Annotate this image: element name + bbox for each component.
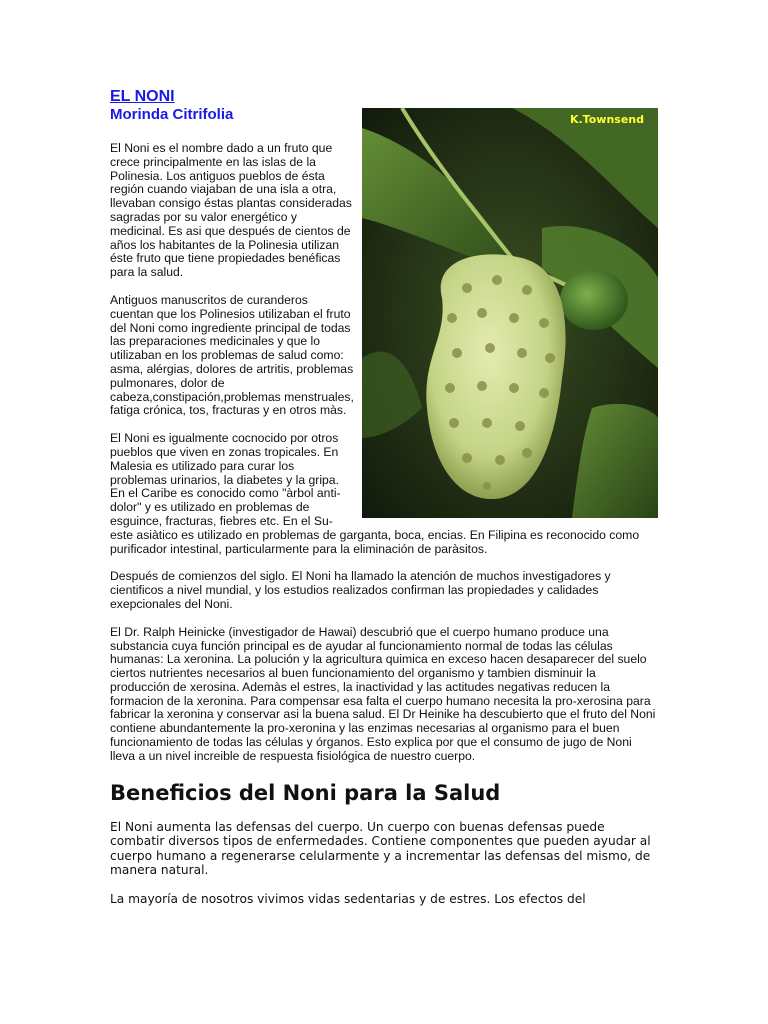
subtitle: Morinda Citrifolia [110,106,234,123]
photo-credit: K.Townsend [569,113,644,126]
paragraph-intro: El Noni es el nombre dado a un fruto que crece principalmente en las islas de la Polinesia. Los antiguos pueblos de ésta región cuando viajaban de una isla a otra, llevaban consigo éstas plantas consideradas sagradas por su valor energético y medicinal. Es asi que después de cientos de años los habitantes de la Polinesia utilizan éste fruto que tiene propiedades benéficas para la salud. [110,141,352,280]
document-page [110,88,658,920]
paragraph-tropical-uses: El Noni es igualmente cocnocido por otros pueblos que viven en zonas tropicales. En Malesia es utilizado para curar los problemas urinarios, la diabetes y la gripa. En el Caribe es conocido como "àrbol anti-dolor" y es utilizado en problemas de esguince, fracturas, fiebres etc. En el Su-este asiàtico es utilizado en problemas de garganta, boca, encias. En Filipina es reconocido como purificador intestinal, particularmente para la eliminación de paràsitos. [110,431,640,556]
paragraph-benefits-2: La mayoría de nosotros vivimos vidas sedentarias y de estres. Los efectos del [110,891,586,906]
paragraph-manuscripts: Antiguos manuscritos de curanderos cuentan que los Polinesios utilizaban el fruto del Noni como ingrediente principal de todas las preparaciones medicinales y que lo utilizaban en los problemas de salud como: asma, alérgias, dolores de artritis, problemas pulmonares, dolor de cabeza,constipación,problemas menstruales, fatiga crónica, tos, fracturas y en otros màs. [110,292,354,418]
title-link[interactable]: EL NONI [110,88,175,105]
section-heading: Beneficios del Noni para la Salud [110,780,501,805]
paragraph-benefits-1: El Noni aumenta las defensas del cuerpo. Un cuerpo con buenas defensas puede combatir diversos tipos de enfermedades. Contiene componentes que pueden ayudar al cuerpo humano a regenerarse celularmente y a incrementar las defensas del mismo, de manera natural. [110,819,651,878]
paragraph-research: Después de comienzos del siglo. El Noni ha llamado la atención de muchos investigadores y cientificos a nivel mundial, y los estudios realizados confirman las propiedades y calidades exepcionales del Noni. [110,569,611,611]
noni-fruit-photo [362,108,658,518]
noni-fruit-illustration [362,108,658,518]
paragraph-heinicke: El Dr. Ralph Heinicke (investigador de Hawai) descubrió que el cuerpo humano produce una substancia cuya función principal es de ayudar al funcionamiento normal de todas las células humanas: La xeronina. La polución y la agricultura quimica en exceso hacen desaparecer del suelo ciertos nutrientes necesarios al buen funcionamiento del organismo y tambien disminuir la producción de xerosina. Ademàs el estres, la inactividad y las actitudes negativas reducen la formacion de la xeronina. Para compensar esa falta el cuerpo humano necesita la pro-xerosina para fabricar la xeronina y conservar asi la buena salud. El Dr Heinike ha descubierto que el fruto del Noni contiene abundantemente la pro-xeronina y las enzimas necesarias al organismo para el buen funcionamiento de todas las células y órganos. Esto explica por que el consumo de jugo de Noni lleva a un nivel increible de respuesta fisiológica de nuestro cuerpo. [110,624,656,763]
